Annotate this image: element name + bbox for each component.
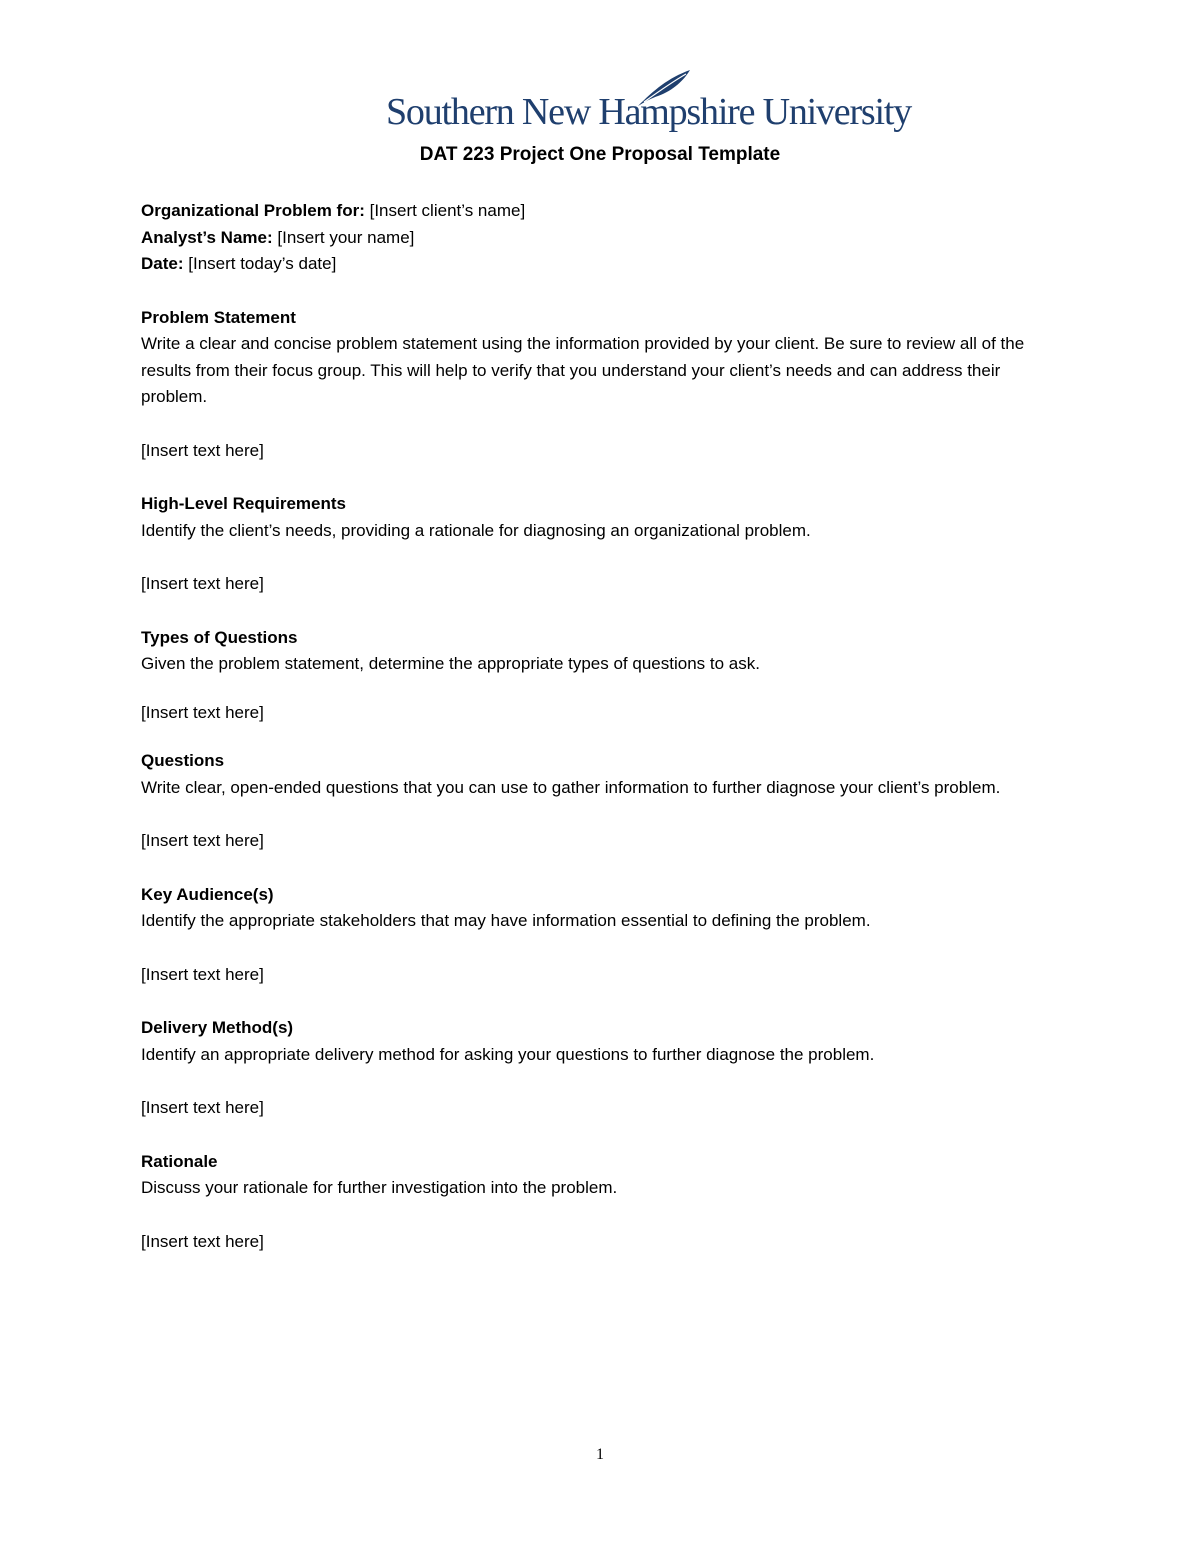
section-questions [141, 748, 1061, 855]
section-heading: Problem Statement [141, 307, 296, 327]
section-placeholder: [Insert text here] [141, 440, 264, 460]
client-value: [Insert client’s name] [369, 201, 526, 220]
section-instructions: Discuss your rationale for further investigation into the problem. [141, 1178, 618, 1197]
client-line [141, 198, 1061, 225]
section-instructions: Identify an appropriate delivery method for asking your questions to further diagnose the problem. [141, 1044, 875, 1064]
section-problem-statement [141, 305, 1061, 465]
section-heading: Questions [141, 751, 225, 770]
section-placeholder: [Insert text here] [141, 1231, 264, 1251]
section-placeholder: [Insert text here] [141, 1098, 264, 1117]
section-heading: Rationale [141, 1151, 218, 1171]
date-line [141, 251, 1061, 278]
analyst-label: Analyst’s Name: [141, 227, 273, 247]
page-number: 1 [596, 1446, 604, 1463]
client-label: Organizational Problem for: [141, 201, 365, 220]
logo-wordmark: Southern New Hampshire University [386, 91, 912, 133]
section-heading: Types of Questions [141, 627, 298, 647]
analyst-line [141, 225, 1061, 252]
university-logo [386, 68, 912, 138]
section-heading: High-Level Requirements [141, 494, 346, 513]
section-placeholder: [Insert text here] [141, 831, 264, 850]
analyst-value: [Insert your name] [277, 227, 415, 247]
section-instructions: Write clear, open-ended questions that you can use to gather information to further diagnose your client’s problem. [141, 777, 1001, 797]
document-body [141, 198, 1061, 1255]
date-label: Date: [141, 254, 184, 273]
section-heading: Key Audience(s) [141, 884, 274, 904]
section-instructions: Identify the appropriate stakeholders that may have information essential to defining the problem. [141, 911, 871, 930]
section-heading: Delivery Method(s) [141, 1018, 294, 1037]
section-placeholder: [Insert text here] [141, 964, 264, 984]
section-instructions: Write a clear and concise problem statement using the information provided by your client. Be sure to review all of the results from their focus group. This will help to verify that you understand your client’s needs and can address their problem. [141, 334, 1025, 406]
section-placeholder: [Insert text here] [141, 574, 264, 593]
section-key-audiences [141, 882, 1061, 989]
document-title: DAT 223 Project One Proposal Template [419, 144, 781, 165]
section-rationale [141, 1149, 1061, 1256]
section-placeholder: [Insert text here] [141, 702, 264, 722]
section-instructions: Given the problem statement, determine the appropriate types of questions to ask. [141, 654, 760, 673]
section-types-of-questions [141, 625, 1061, 727]
section-instructions: Identify the client’s needs, providing a rationale for diagnosing an organizational problem. [141, 520, 811, 540]
date-value: [Insert today’s date] [188, 254, 337, 273]
section-high-level-requirements [141, 491, 1061, 598]
section-delivery-methods [141, 1015, 1061, 1122]
